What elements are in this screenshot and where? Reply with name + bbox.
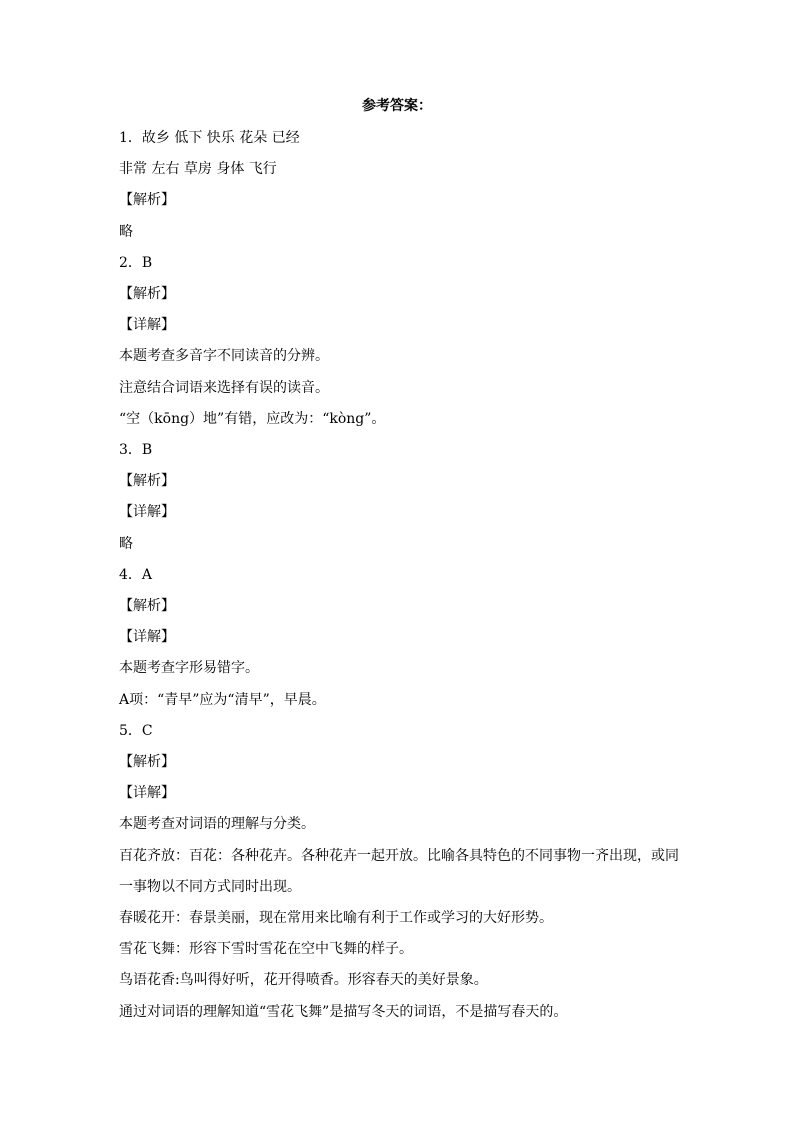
analysis-heading: 【解析】: [119, 286, 175, 303]
detail-text: 略: [119, 535, 133, 552]
answer-1-words-row1: 1．故乡 低下 快乐 花朵 已经: [119, 130, 300, 146]
detail-heading: 【详解】: [119, 317, 175, 334]
answer-content: [119, 123, 679, 1028]
detail-text: 雪花飞舞：形容下雪时雪花在空中飞舞的样子。: [119, 941, 413, 958]
analysis-heading: 【解析】: [119, 473, 175, 490]
detail-text: 一事物以不同方式同时出现。: [119, 878, 301, 895]
answer-2: 2．B: [119, 254, 153, 271]
analysis-heading: 【解析】: [119, 598, 175, 615]
analysis-heading: 【解析】: [119, 754, 175, 771]
detail-text: 通过对词语的理解知道“雪花飞舞”是描写冬天的词语，不是描写春天的。: [119, 1003, 568, 1020]
analysis-heading: 【解析】: [119, 192, 175, 209]
analysis-text: 略: [119, 223, 133, 240]
detail-text: A项：“青早”应为“清早”，早晨。: [119, 691, 326, 708]
detail-heading: 【详解】: [119, 785, 175, 802]
detail-heading: 【详解】: [119, 629, 175, 646]
answer-4: 4．A: [119, 566, 153, 583]
answer-1-words-row2: 非常 左右 草房 身体 飞行: [119, 161, 277, 178]
answer-3: 3．B: [119, 442, 153, 459]
answer-5: 5．C: [119, 722, 153, 739]
detail-text: 鸟语花香:鸟叫得好听，花开得喷香。形容春天的美好景象。: [119, 972, 488, 989]
detail-text: 春暖花开：春景美丽，现在常用来比喻有利于工作或学习的大好形势。: [119, 910, 553, 927]
detail-heading: 【详解】: [119, 504, 175, 521]
detail-text: 本题考查字形易错字。: [119, 660, 259, 677]
detail-text: “空（kōng）地”有错，应改为：“kòng”。: [119, 410, 386, 427]
detail-text: 百花齐放：百花：各种花卉。各种花卉一起开放。比喻各具特色的不同事物一齐出现，或同: [119, 847, 679, 864]
detail-text: 注意结合词语来选择有误的读音。: [119, 379, 329, 396]
detail-text: 本题考查对词语的理解与分类。: [119, 816, 315, 833]
page-title: 参考答案：: [362, 98, 432, 114]
detail-text: 本题考查多音字不同读音的分辨。: [119, 348, 329, 365]
